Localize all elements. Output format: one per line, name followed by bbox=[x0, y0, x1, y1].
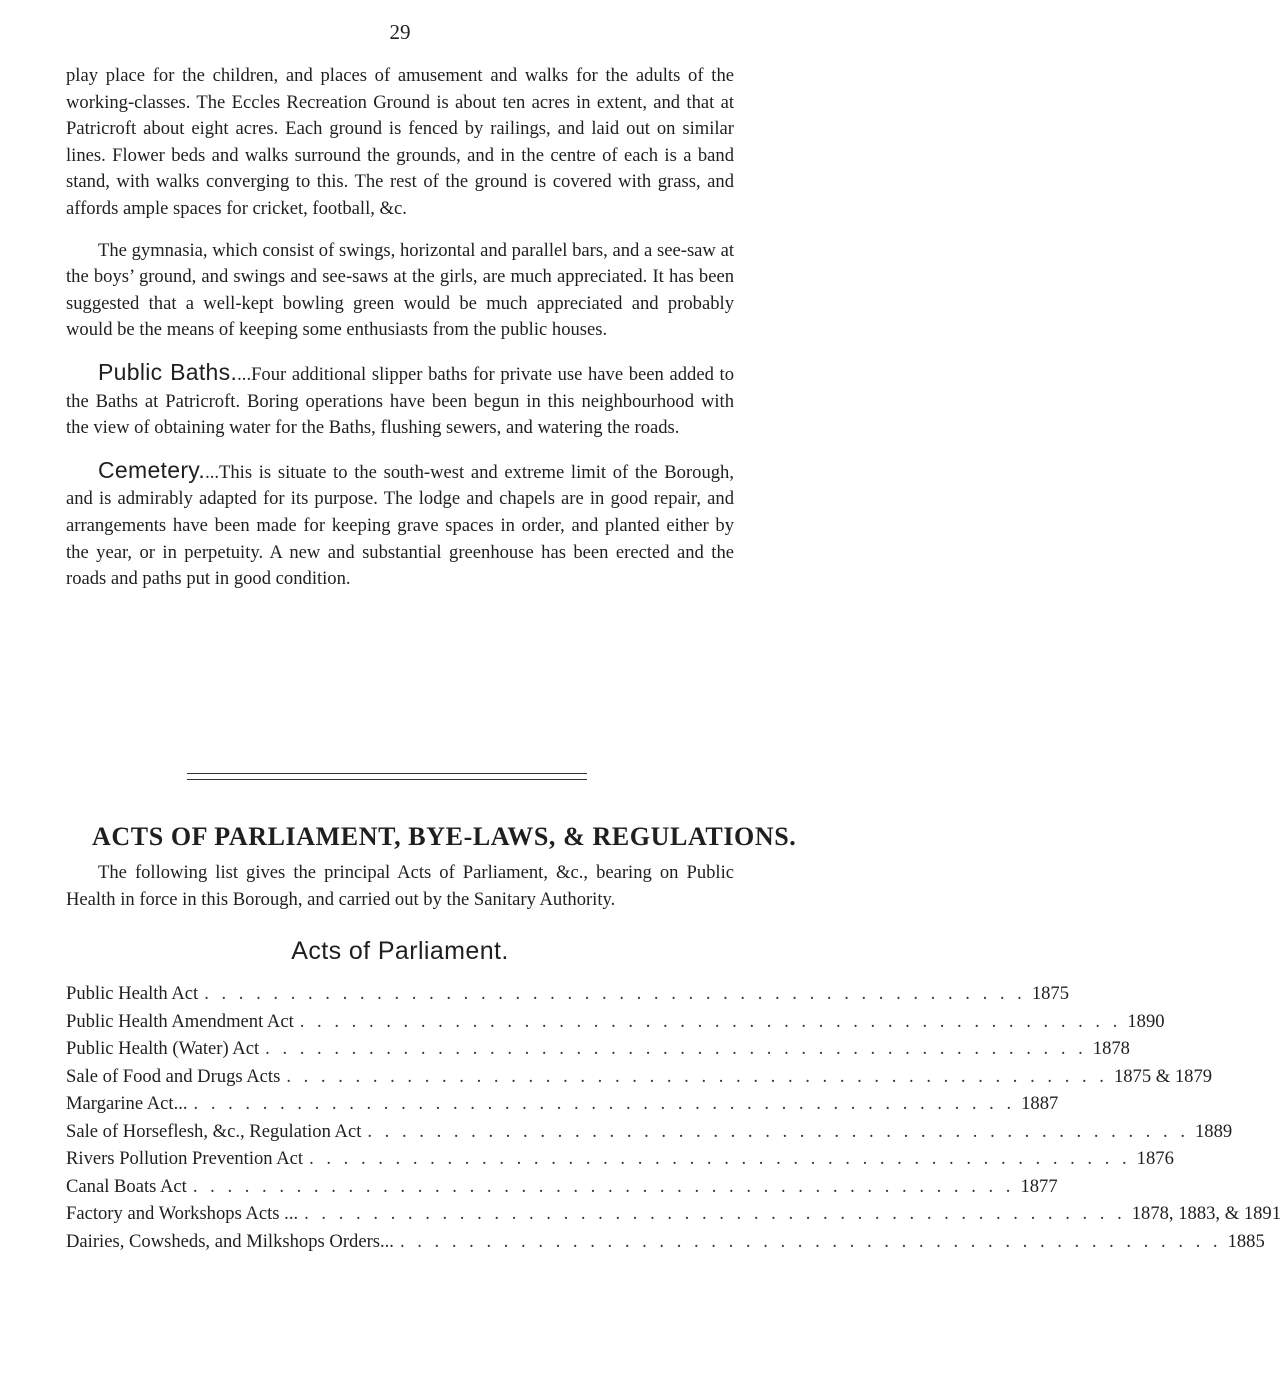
act-name: Sale of Horseflesh, &c., Regulation Act bbox=[66, 1120, 362, 1142]
act-row bbox=[66, 1010, 1165, 1039]
leader-dots: . . . . . . . . . . . . . . . . . . . . . . . . . . . . . . . . . . . . . . . . . . . . . . . . bbox=[309, 1148, 1131, 1169]
paragraph-cemetery bbox=[66, 457, 734, 593]
act-year: 1878 bbox=[1092, 1038, 1130, 1059]
act-year: 1885 bbox=[1227, 1230, 1265, 1252]
acts-list bbox=[66, 983, 1281, 1258]
act-year: 1877 bbox=[1020, 1175, 1058, 1197]
act-year: 1889 bbox=[1194, 1120, 1233, 1142]
act-year: 1875 bbox=[1031, 983, 1069, 1004]
act-name: Canal Boats Act bbox=[66, 1175, 187, 1197]
section-intro: The following list gives the principal Acts of Parliament, &c., bearing on Public Health in force in this Borough, and carried out by the Sanitary Authority. bbox=[66, 862, 734, 910]
act-name: Sale of Food and Drugs Acts bbox=[66, 1065, 281, 1087]
act-name: Public Health Amendment Act bbox=[66, 1010, 294, 1032]
act-row bbox=[66, 1148, 1174, 1176]
leader-dots: . . . . . . . . . . . . . . . . . . . . . . . . . . . . . . . . . . . . . . . . . . . . . . . . bbox=[304, 1203, 1126, 1224]
act-year: 1878, 1883, & 1891 bbox=[1131, 1203, 1281, 1224]
acts-subheading: Acts of Parliament. bbox=[291, 937, 509, 965]
act-name: Factory and Workshops Acts ... bbox=[66, 1203, 299, 1224]
act-name: Dairies, Cowsheds, and Milkshops Orders... bbox=[66, 1230, 394, 1252]
cemetery-heading: Cemetery. bbox=[98, 456, 206, 483]
act-name: Rivers Pollution Prevention Act bbox=[66, 1148, 304, 1169]
act-row bbox=[66, 983, 1069, 1011]
act-year: 1887 bbox=[1021, 1093, 1059, 1114]
act-row bbox=[66, 1093, 1059, 1121]
page-number: 29 bbox=[389, 20, 411, 44]
act-row bbox=[66, 1038, 1130, 1066]
body-text bbox=[66, 63, 734, 608]
leader-dots: . . . . . . . . . . . . . . . . . . . . . . . . . . . . . . . . . . . . . . . . . . . . . . . . bbox=[204, 983, 1026, 1004]
act-row bbox=[66, 1203, 1281, 1231]
paragraph-public-baths bbox=[66, 359, 734, 442]
act-row bbox=[66, 1175, 1058, 1204]
leader-dots: . . . . . . . . . . . . . . . . . . . . . . . . . . . . . . . . . . . . . . . . . . . . . . . . bbox=[265, 1038, 1087, 1059]
public-baths-heading: Public Baths. bbox=[98, 358, 238, 385]
leader-dots: . . . . . . . . . . . . . . . . . . . . . . . . . . . . . . . . . . . . . . . . . . . . . . . . bbox=[367, 1120, 1189, 1142]
act-row bbox=[66, 1065, 1213, 1094]
act-year: 1876 bbox=[1136, 1148, 1174, 1169]
leader-dots: . . . . . . . . . . . . . . . . . . . . . . . . . . . . . . . . . . . . . . . . . . . . . . . . bbox=[192, 1175, 1015, 1197]
act-name: Public Health (Water) Act bbox=[66, 1038, 260, 1059]
act-year: 1890 bbox=[1127, 1010, 1165, 1032]
act-name: Public Health Act bbox=[66, 983, 199, 1004]
paragraph-recreation-grounds: play place for the children, and places of amusement and walks for the adults of the working-classes. The Eccles Recreation Ground is about ten acres in extent, and that at Patricroft about eight acres. Each ground is fenced by railings, and laid out on similar lines. Flower beds and walks surround the grounds, and in the centre of each is a band stand, with walks converging to this. The rest of the ground is covered with grass, and affords ample spaces for cricket, football, &c. bbox=[66, 65, 734, 219]
act-row bbox=[66, 1120, 1233, 1149]
public-baths-text: ...Four additional slipper baths for private use have been added to the Baths at Patricroft. Boring operations have been begun in this neighbourhood with the view of obtaining water for the Baths, flushing sewers, and watering the roads. bbox=[66, 363, 734, 439]
divider-rule-bottom bbox=[187, 779, 587, 780]
cemetery-text: ...This is situate to the south-west and extreme limit of the Borough, and is admirably adapted for its purpose. The lodge and chapels are in good repair, and arrangements have been made for keeping grave spaces in order, and planted either by the year, or in perpetuity. A new and substantial greenhouse has been erected and the roads and paths put in good condition. bbox=[66, 461, 734, 590]
act-name: Margarine Act... bbox=[66, 1093, 188, 1114]
leader-dots: . . . . . . . . . . . . . . . . . . . . . . . . . . . . . . . . . . . . . . . . . . . . . . . . bbox=[193, 1093, 1016, 1114]
section-title: ACTS OF PARLIAMENT, BYE-LAWS, & REGULATIONS. bbox=[92, 822, 797, 851]
leader-dots: . . . . . . . . . . . . . . . . . . . . . . . . . . . . . . . . . . . . . . . . . . . . . . . . bbox=[299, 1010, 1122, 1032]
act-year: 1875 & 1879 bbox=[1113, 1065, 1213, 1087]
divider-rule-top bbox=[187, 773, 587, 774]
act-row bbox=[66, 1230, 1265, 1259]
paragraph-gymnasia: The gymnasia, which consist of swings, horizontal and parallel bars, and a see-saw at the boys’ ground, and swings and see-saws at the girls, are much appreciated. It has been suggested that a well-kept bowling green would be much appreciated and probably would be the means of keeping some enthusiasts from the public houses. bbox=[66, 239, 734, 341]
leader-dots: . . . . . . . . . . . . . . . . . . . . . . . . . . . . . . . . . . . . . . . . . . . . . . . . bbox=[399, 1230, 1222, 1252]
leader-dots: . . . . . . . . . . . . . . . . . . . . . . . . . . . . . . . . . . . . . . . . . . . . . . . . bbox=[286, 1065, 1108, 1087]
